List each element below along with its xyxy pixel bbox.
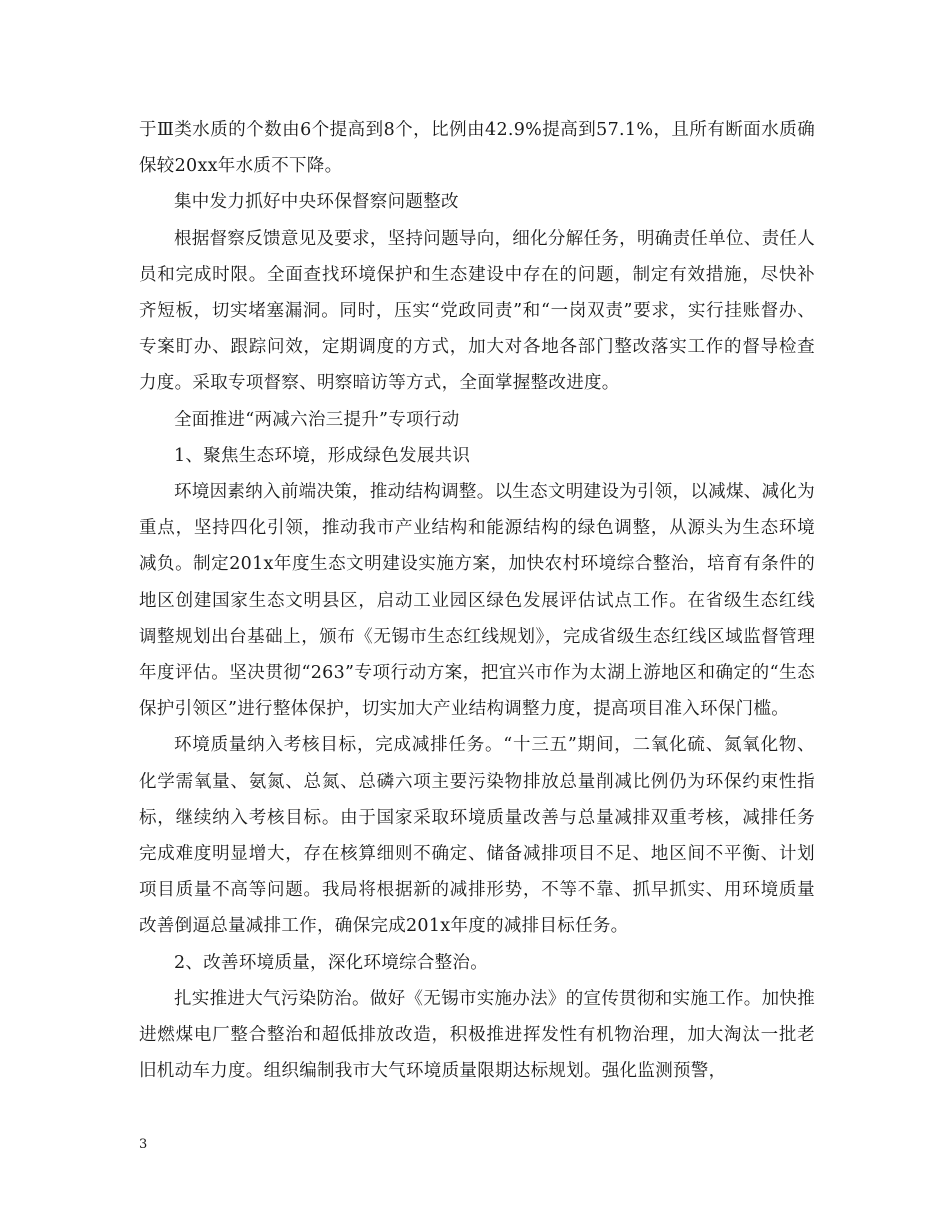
document-body [139, 112, 815, 1089]
page-number: 3 [139, 1137, 148, 1152]
paragraph-inspection-feedback: 根据督察反馈意见及要求，坚持问题导向，细化分解任务，明确责任单位、责任人员和完成时限。全面查找环境保护和生态建设中存在的问题，制定有效措施，尽快补齐短板，切实堵塞漏洞。同时，压实“党政同责”和“一岗双责”要求，实行挂账督办、专案盯办、跟踪问效，定期调度的方式，加大对各地各部门整改落实工作的督导检查力度。采取专项督察、明察暗访等方式，全面掌握整改进度。 [139, 228, 815, 394]
section-heading-inspection-rectification: 集中发力抓好中央环保督察问题整改 [174, 192, 459, 213]
paragraph-environmental-decision: 环境因素纳入前端决策，推动结构调整。以生态文明建设为引领，以减煤、减化为重点，坚持四化引领，推动我市产业结构和能源结构的绿色调整，从源头为生态环境减负。制定201x年度生态文明建设实施方案，加快农村环境综合整治，培育有条件的地区创建国家生态文明县区，启动工业园区绿色发展评估试点工作。在省级生态红线调整规划出台基础上，颁布《无锡市生态红线规划》，完成省级生态红线区域监督管理年度评估。坚决贯彻“263”专项行动方案，把宜兴市作为太湖上游地区和确定的“生态保护引领区”进行整体保护，切实加大产业结构调整力度，提高项目准入环保门槛。 [139, 482, 815, 720]
paragraph-air-pollution: 扎实推进大气污染防治。做好《无锡市实施办法》的宣传贯彻和实施工作。加快推进燃煤电厂整合整治和超低排放改造，积极推进挥发性有机物治理，加大淘汰一批老旧机动车力度。组织编制我市大气环境质量限期达标规划。强化监测预警， [139, 988, 815, 1082]
subheading-environmental-quality: 2、改善环境质量，深化环境综合整治。 [174, 952, 489, 973]
section-heading-special-action: 全面推进“两减六治三提升”专项行动 [174, 409, 460, 430]
paragraph-emission-reduction: 环境质量纳入考核目标，完成减排任务。“十三五”期间，二氧化硫、氮氧化物、化学需氧量、氨氮、总氮、总磷六项主要污染物排放总量削减比例仍为环保约束性指标，继续纳入考核目标。由于国家采取环境质量改善与总量减排双重考核，减排任务完成难度明显增大，存在核算细则不确定、储备减排项目不足、地区间不平衡、计划项目质量不高等问题。我局将根据新的减排形势，不等不靠、抓早抓实、用环境质量改善倒逼总量减排工作，确保完成201x年度的减排目标任务。 [139, 735, 815, 937]
subheading-green-development: 1、聚焦生态环境，形成绿色发展共识 [174, 445, 471, 466]
paragraph-continuation: 于Ⅲ类水质的个数由6个提高到8个，比例由42.9%提高到57.1%，且所有断面水质确保较20xx年水质不下降。 [139, 120, 815, 177]
